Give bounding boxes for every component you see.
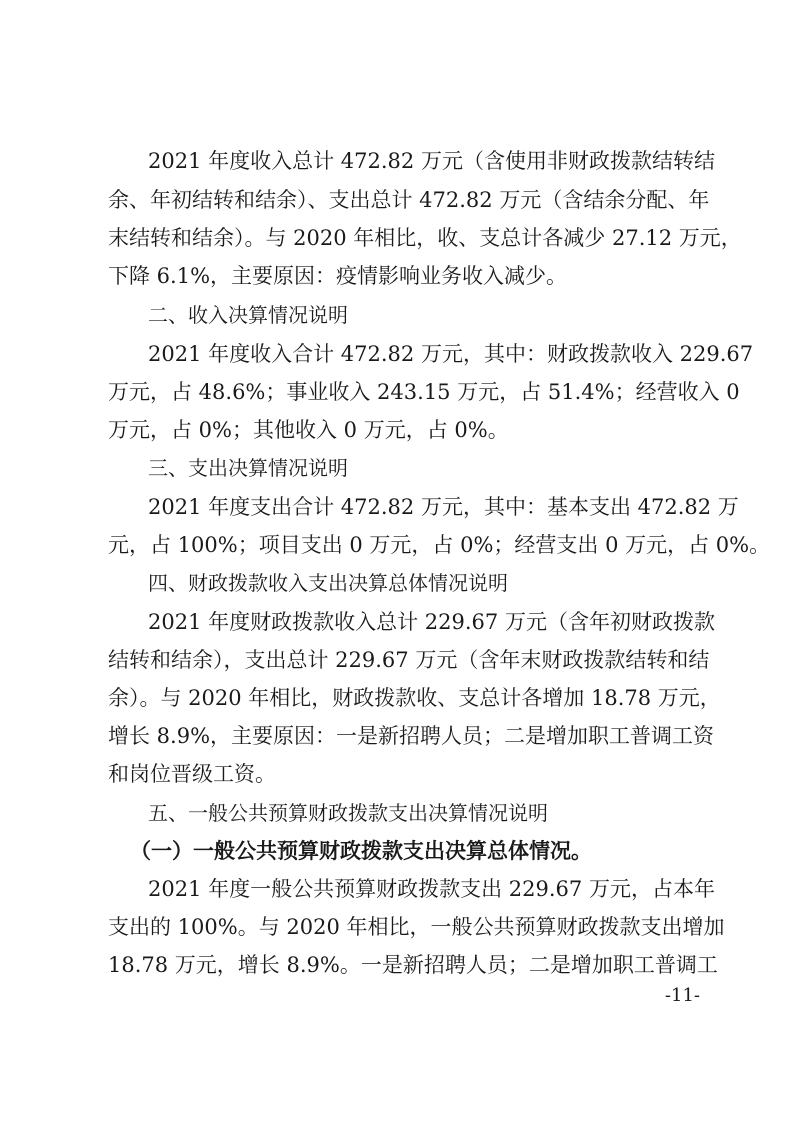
p1-line-3: 末结转和结余）。与 2020 年相比，收、支总计各减少 27.12 万元， bbox=[108, 226, 742, 250]
p4-line-2: 结转和结余），支出总计 229.67 万元（含年末财政拨款结转和结 bbox=[108, 648, 710, 672]
p3-line-2: 元，占 100%；项目支出 0 万元，占 0%；经营支出 0 万元，占 0%。 bbox=[108, 533, 771, 557]
p1-line-4: 下降 6.1%，主要原因：疫情影响业务收入减少。 bbox=[108, 264, 568, 288]
p1-line-2: 余、年初结转和结余）、支出总计 472.82 万元（含结余分配、年 bbox=[108, 188, 710, 212]
p5-line-1: 2021 年度一般公共预算财政拨款支出 229.67 万元，占本年 bbox=[148, 877, 715, 901]
section-heading-fiscal-overall: 四、财政拨款收入支出决算总体情况说明 bbox=[148, 571, 508, 595]
p4-line-4: 增长 8.9%，主要原因：一是新招聘人员；二是增加职工普调工资 bbox=[108, 724, 715, 748]
p4-line-5: 和岗位晋级工资。 bbox=[108, 762, 276, 786]
p4-line-1: 2021 年度财政拨款收入总计 229.67 万元（含年初财政拨款 bbox=[148, 610, 715, 634]
p4-line-3: 余）。与 2020 年相比，财政拨款收、支总计各增加 18.78 万元， bbox=[108, 686, 721, 710]
p2-line-3: 万元，占 0%；其他收入 0 万元，占 0%。 bbox=[108, 418, 509, 442]
page-number: -11- bbox=[664, 985, 700, 1006]
p5-line-3: 18.78 万元，增长 8.9%。一是新招聘人员；二是增加职工普调工 bbox=[108, 953, 718, 977]
p3-line-1: 2021 年度支出合计 472.82 万元，其中：基本支出 472.82 万 bbox=[148, 495, 739, 519]
p2-line-1: 2021 年度收入合计 472.82 万元，其中：财政拨款收入 229.67 bbox=[148, 342, 754, 366]
section-heading-expenditure: 三、支出决算情况说明 bbox=[148, 456, 348, 480]
p2-line-2: 万元，占 48.6%；事业收入 243.15 万元，占 51.4%；经营收入 0 bbox=[108, 380, 740, 404]
p1-line-1: 2021 年度收入总计 472.82 万元（含使用非财政拨款结转结 bbox=[148, 149, 715, 173]
section-heading-income: 二、收入决算情况说明 bbox=[148, 303, 348, 327]
subsection-heading-overall: （一）一般公共预算财政拨款支出决算总体情况。 bbox=[130, 838, 592, 863]
section-heading-general-budget: 五、一般公共预算财政拨款支出决算情况说明 bbox=[148, 801, 548, 825]
p5-line-2: 支出的 100%。与 2020 年相比，一般公共预算财政拨款支出增加 bbox=[108, 915, 725, 939]
